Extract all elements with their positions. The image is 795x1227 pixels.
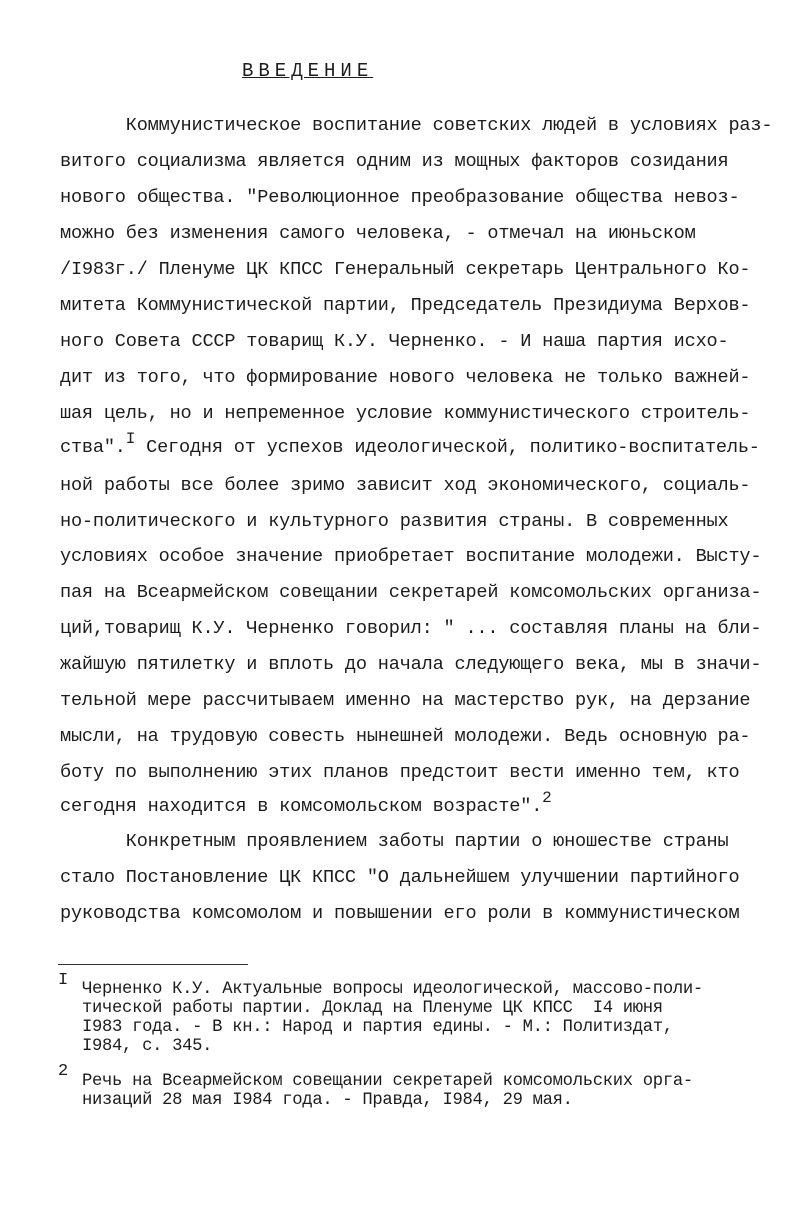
body-line: можно без изменения самого человека, - отмечал на июньском	[60, 223, 696, 244]
body-line: нового общества. "Революционное преобразование общества невоз-	[60, 187, 740, 208]
body-line: митета Коммунистической партии, Председатель Президиума Верхов-	[60, 295, 751, 316]
footnote-line: тической работы партии. Доклад на Пленуме ЦК КПСС I4 июня	[82, 999, 663, 1018]
footnote-line: I984, с. 345.	[82, 1037, 213, 1056]
footnote-line: низаций 28 мая I984 года. - Правда, I984, 29 мая.	[82, 1091, 573, 1110]
footnote-number: 2	[58, 1062, 69, 1081]
body-line: шая цель, но и непременное условие коммунистического строитель-	[60, 403, 751, 424]
body-line: ного Совета СССР товарищ К.У. Черненко. - И наша партия исхо-	[60, 331, 729, 352]
body-line: стало Постановление ЦК КПСС "О дальнейшем улучшении партийного	[60, 867, 740, 888]
body-line: Коммунистическое воспитание советских людей в условиях раз-	[60, 115, 773, 136]
footnote-marker: I	[125, 430, 136, 448]
body-line-end: Сегодня от успехов идеологической, политико-воспитатель-	[135, 437, 760, 458]
footnote-number: I	[58, 971, 69, 990]
footnote-line: I983 года. - В кн.: Народ и партия едины. - М.: Политиздат,	[82, 1018, 673, 1037]
body-line: дит из того, что формирование нового человека не только важней-	[60, 367, 751, 388]
body-line: Конкретным проявлением заботы партии о юношестве страны	[60, 831, 729, 852]
footnote-marker: 2	[542, 789, 552, 807]
body-line: пая на Всеармейском совещании секретарей комсомольских организа-	[60, 582, 762, 603]
body-line: ной работы все более зримо зависит ход экономического, социаль-	[60, 475, 751, 496]
body-line-start: ства".	[60, 437, 126, 458]
body-line: боту по выполнению этих планов предстоит вести именно тем, кто	[60, 762, 740, 783]
body-line: /I983г./ Пленуме ЦК КПСС Генеральный секретарь Центрального Ко-	[60, 259, 751, 280]
footnote-line: Речь на Всеармейском совещании секретарей комсомольских орга-	[82, 1072, 693, 1091]
body-line-text: сегодня находится в комсомольском возрасте".	[60, 796, 543, 817]
body-line: витого социализма является одним из мощных факторов созидания	[60, 151, 729, 172]
body-line: но-политического и культурного развития страны. В современных	[60, 511, 729, 532]
body-line: мысли, на трудовую совесть нынешней молодежи. Ведь основную ра-	[60, 726, 751, 747]
page-heading: ВВЕДЕНИЕ	[242, 60, 374, 82]
body-line: руководства комсомолом и повышении его роли в коммунистическом	[60, 903, 740, 924]
footnote-divider	[58, 964, 248, 965]
body-line: жайшую пятилетку и вплоть до начала следующего века, мы в значи-	[60, 654, 762, 675]
body-line: условиях особое значение приобретает воспитание молодежи. Высту-	[60, 546, 762, 567]
body-line: тельной мере рассчитываем именно на мастерство рук, на дерзание	[60, 690, 751, 711]
body-line: ций,товарищ К.У. Черненко говорил: " ... составляя планы на бли-	[60, 618, 762, 639]
body-line-with-footnote	[60, 789, 552, 818]
body-line-with-footnote	[60, 430, 760, 459]
footnote-line: Черненко К.У. Актуальные вопросы идеологической, массово-поли-	[82, 980, 703, 999]
